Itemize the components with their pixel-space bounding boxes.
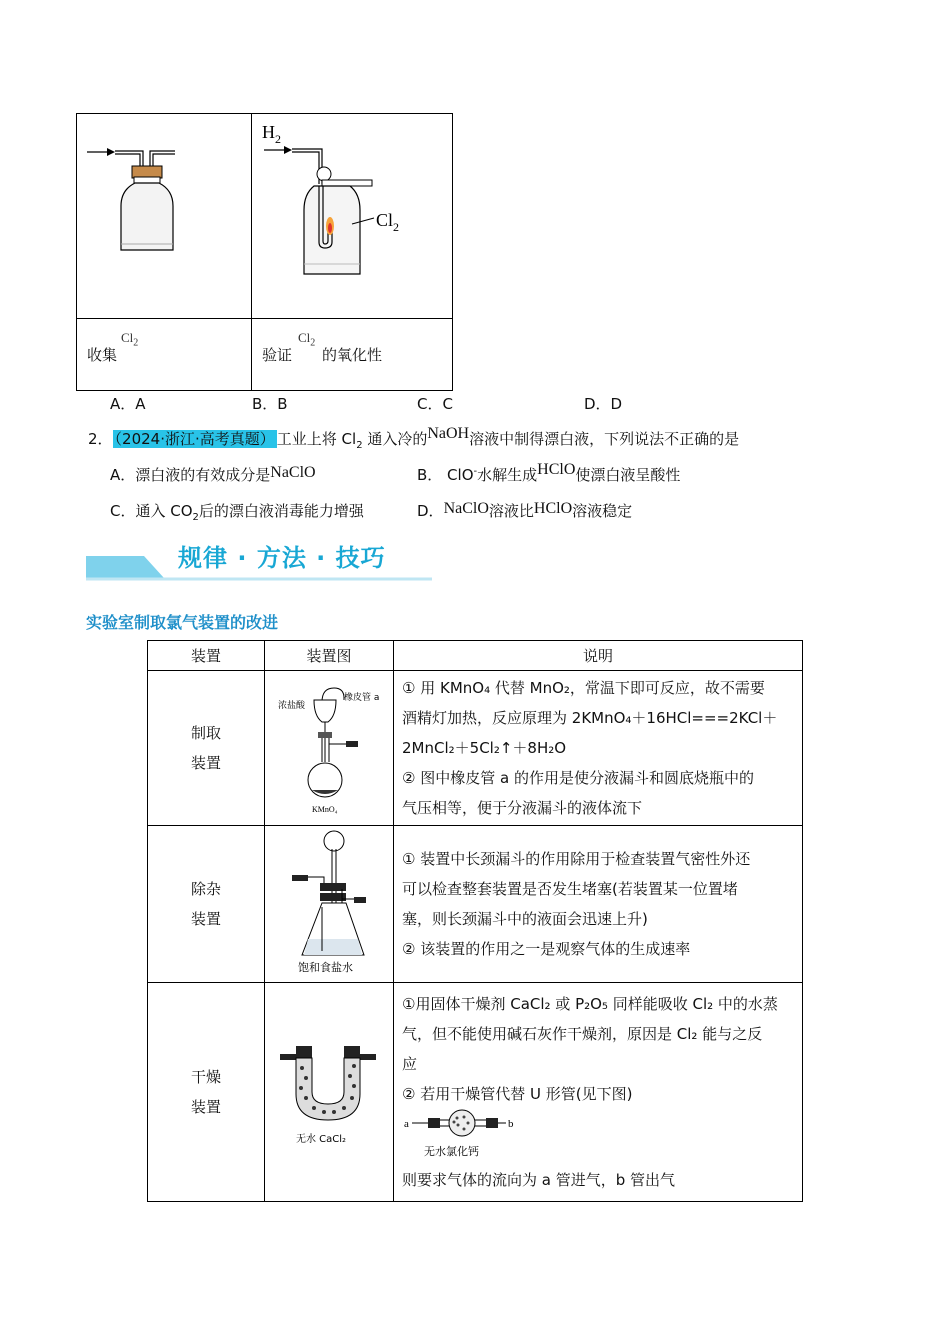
svg-text:a: a	[404, 1118, 409, 1130]
h2-burning-figure-cell	[252, 114, 453, 319]
purification-apparatus-figure	[266, 827, 392, 977]
preparation-description: ① 用 KMnO₄ 代替 MnO₂，常温下即可反应，故不需要 酒精灯加热，反应原理为 2KMnO₄＋16HCl===2KCl＋ 2MnCl₂＋5Cl₂↑＋8H₂O ② 图中橡皮管 a 的作用是使分液漏斗和圆底烧瓶中的 气压相等，便于分液漏斗的液体流下	[394, 671, 803, 826]
header-description: 说明	[394, 641, 803, 671]
question-2-stem: 2． （2024·浙江·高考真题） 工业上将 $Cl_2$ 通入冷的NaOH溶液中制得漂白液，下列说法不正确的是	[88, 425, 740, 451]
svg-text:橡皮管 a: 橡皮管 a	[344, 693, 380, 703]
q1-option-c[interactable]: C．C	[417, 395, 453, 413]
q1-option-a[interactable]: A．A	[110, 395, 146, 413]
svg-text:无水 CaCl₂: 无水 CaCl₂	[296, 1134, 347, 1145]
preparation-figure-cell	[265, 671, 394, 826]
h2-burning-in-cl2-figure	[252, 114, 452, 314]
drying-description: ①用固体干燥剂 CaCl₂ 或 P₂O₅ 同样能吸收 Cl₂ 中的水蒸 气，但不能使用碱石灰作干燥剂，原因是 Cl₂ 能与之反 应 ② 若用干燥管代替 U 形管(见下图) a b 无水氯化钙 则要求气体的流向为 a 管进气，b 管出气	[394, 983, 803, 1202]
caption-collect: 收集	[87, 345, 118, 364]
q2-option-d[interactable]: D．NaClO溶液比HClO溶液稳定	[417, 500, 633, 520]
banner-title: 规律 · 方法 · 技巧	[178, 544, 386, 572]
header-apparatus: 装置	[148, 641, 265, 671]
preparation-apparatus-figure	[266, 672, 392, 820]
svg-text:饱和食盐水: 饱和食盐水	[298, 961, 353, 974]
purification-description: ① 装置中长颈漏斗的作用除用于检查装置气密性外还 可以检查整套装置是否发生堵塞(若装置某一位置堵 塞，则长颈漏斗中的液面会迅速上升) ② 该装置的作用之一是观察气体的生成速率	[394, 826, 803, 983]
svg-text:H2: $H_2$	[262, 122, 281, 146]
drying-tube-figure	[402, 1109, 532, 1165]
purification-figure-cell	[265, 826, 394, 983]
q2-option-c[interactable]: C．通入 $CO_2$后的漂白液消毒能力增强	[110, 502, 364, 523]
gas-collecting-bottle-figure	[77, 114, 251, 314]
svg-text:KMnO₄: KMnO₄	[312, 805, 338, 814]
u-tube-drying-figure	[266, 984, 392, 1196]
drying-figure-cell	[265, 983, 394, 1202]
row-name-purification: 除杂 装置	[148, 826, 265, 983]
q1-option-b[interactable]: B．B	[252, 395, 288, 413]
exam-source-tag: （2024·浙江·高考真题）	[114, 430, 275, 448]
q2-option-a[interactable]: A．漂白液的有效成分是NaClO	[110, 464, 316, 484]
gas-bottle-figure-cell	[77, 114, 252, 319]
q1-option-d[interactable]: D．D	[584, 395, 623, 413]
chlorine-apparatus-table	[147, 640, 803, 1202]
svg-text:b: b	[508, 1118, 514, 1130]
caption-verify: 验证	[262, 345, 293, 364]
section-banner	[86, 544, 432, 582]
caption-formula: $Cl_2$	[298, 329, 316, 349]
svg-text:无水氯化钙: 无水氯化钙	[424, 1145, 479, 1158]
option-a-caption-cell	[77, 319, 252, 391]
header-figure: 装置图	[265, 641, 394, 671]
caption-formula: $Cl_2$	[121, 329, 139, 349]
option-b-caption-cell	[252, 319, 453, 391]
q2-option-b[interactable]: B． ClO-水解生成HClO使漂白液呈酸性	[417, 461, 681, 484]
caption-oxidation: 的氧化性	[322, 345, 383, 364]
row-name-drying: 干燥 装置	[148, 983, 265, 1202]
section-title: 实验室制取氯气装置的改进	[86, 613, 279, 632]
svg-text:浓盐酸: 浓盐酸	[278, 701, 306, 711]
apparatus-options-table	[76, 113, 453, 391]
row-name-preparation: 制取 装置	[148, 671, 265, 826]
svg-text:Cl2: $Cl_2$	[376, 210, 400, 234]
